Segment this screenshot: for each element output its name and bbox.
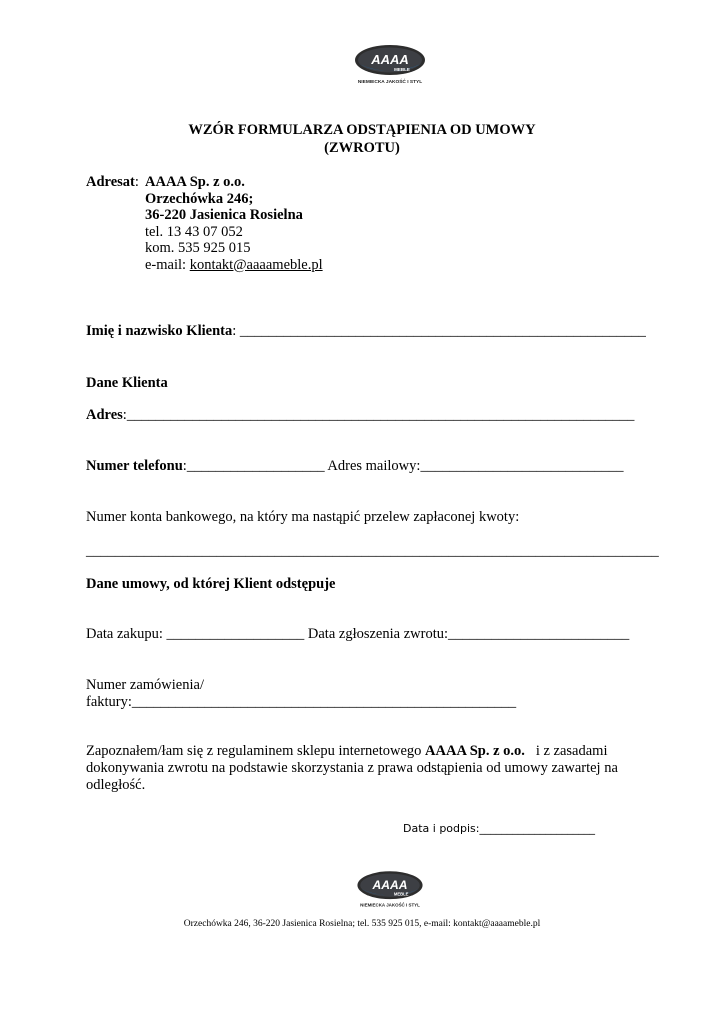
addressee-details xyxy=(145,174,323,273)
logo-wordmark: AAAA xyxy=(371,52,409,67)
statement-company: AAAA Sp. z o.o. xyxy=(425,743,525,759)
client-name-field[interactable]: : ________________________________________________________ xyxy=(232,323,646,339)
statement-line-3: odległość. xyxy=(86,777,146,793)
signature-field[interactable]: _____________________ xyxy=(479,822,595,835)
email-field[interactable]: ____________________________ xyxy=(420,458,624,474)
client-data-heading: Dane Klienta xyxy=(86,375,168,391)
order-number-label-1: Numer zamówienia/ xyxy=(86,677,204,693)
statement-line-2: dokonywania zwrotu na podstawie skorzystania z prawa odstąpienia od umowy zawartej na xyxy=(86,760,618,776)
address-row xyxy=(86,407,634,424)
addressee-label: Adresat: xyxy=(86,174,139,190)
addressee-street: Orzechówka 246; xyxy=(145,190,254,207)
addressee-email-link[interactable]: kontakt@aaaameble.pl xyxy=(189,256,323,273)
title-line-2: (ZWROTU) xyxy=(324,140,400,156)
bank-account-field[interactable]: _______________________________________________________________________________ xyxy=(86,543,659,559)
addressee-label-text: Adresat xyxy=(86,174,135,190)
title-line-1: WZÓR FORMULARZA ODSTĄPIENIA OD UMOWY xyxy=(188,122,536,138)
signature-label: Data i podpis: xyxy=(403,822,480,835)
phone-label: Numer telefonu xyxy=(86,458,183,474)
email-label: Adres mailowy: xyxy=(324,458,421,474)
signature-row xyxy=(403,822,595,835)
footer-logo-sub: MEBLE xyxy=(393,891,409,897)
addressee-company: AAAA Sp. z o.o. xyxy=(145,174,245,190)
address-label: Adres xyxy=(86,407,123,423)
document-title xyxy=(0,121,724,157)
dates-row[interactable]: Data zakupu: ___________________ Data zgłoszenia zwrotu:_________________________ xyxy=(86,626,630,642)
address-field[interactable]: :______________________________________________________________________ xyxy=(122,407,635,423)
addressee-email-row: e-mail: kontakt@aaaameble.pl xyxy=(145,256,323,273)
header-logo xyxy=(347,40,433,86)
client-name-row xyxy=(86,323,646,340)
client-name-label: Imię i nazwisko Klienta xyxy=(86,323,233,339)
addressee-city: 36-220 Jasienica Rosielna xyxy=(145,207,303,223)
footer-logo-wordmark: AAAA xyxy=(372,877,408,892)
footer-address: Orzechówka 246, 36-220 Jasienica Rosielna; tel. 535 925 015, e-mail: kontakt@aaaameble.pl xyxy=(183,919,541,929)
statement-line-1: Zapoznałem/łam się z regulaminem sklepu internetowego AAAA Sp. z o.o. i z zasadami xyxy=(86,743,608,759)
phone-field[interactable]: :___________________ xyxy=(182,458,325,474)
contact-row xyxy=(86,458,623,475)
statement-paragraph xyxy=(86,743,618,794)
addressee-mobile: kom. 535 925 015 xyxy=(145,240,251,256)
logo-tagline: NIEMIECKA JAKOŚĆ I STYL xyxy=(357,80,423,85)
contract-heading: Dane umowy, od której Klient odstępuje xyxy=(86,576,336,592)
addressee-tel: tel. 13 43 07 052 xyxy=(145,223,243,240)
footer-logo xyxy=(350,866,430,910)
order-number-field[interactable]: faktury:_____________________________________________________ xyxy=(86,694,517,710)
logo-sub: MEBLE xyxy=(394,67,410,72)
footer-logo-tagline: NIEMIECKA JAKOŚĆ I STYL xyxy=(360,902,420,908)
bank-account-label: Numer konta bankowego, na który ma nastąpić przelew zapłaconej kwoty: xyxy=(86,509,520,525)
